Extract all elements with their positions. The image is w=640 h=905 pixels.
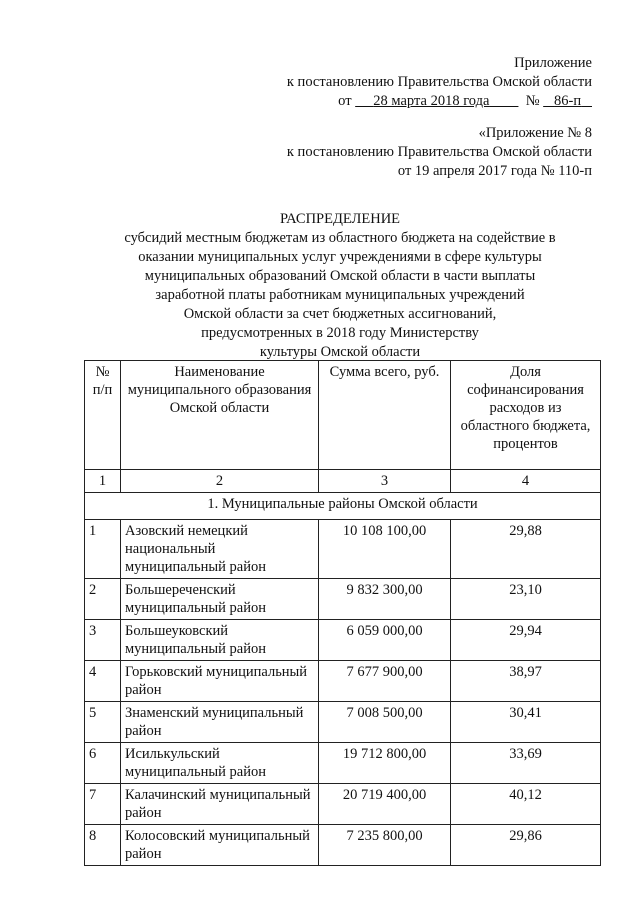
appendix-header bbox=[287, 54, 592, 111]
table-header-row bbox=[85, 361, 601, 470]
table-row: 8 Колосовский муниципальный район 7 235 800,00 29,86 bbox=[85, 825, 601, 866]
column-index-row: 1 2 3 4 bbox=[85, 470, 601, 493]
title-line: муниципальных образований Омской области в части выплаты bbox=[144, 268, 536, 284]
section-row bbox=[85, 493, 601, 520]
prior-appendix-ref bbox=[287, 124, 592, 181]
table-row: 6 Исилькульский муниципальный район 19 712 800,00 33,69 bbox=[85, 743, 601, 784]
col-header-sum: Сумма всего, руб. bbox=[319, 361, 451, 470]
col-header-share: Доля софинансирования расходов из областного бюджета, процентов bbox=[451, 361, 601, 470]
col-header-number: № п/п bbox=[85, 361, 121, 470]
title-line: Омской области за счет бюджетных ассигнований, bbox=[183, 306, 497, 322]
prior-resolution-date: от 19 апреля 2017 года № 110-п bbox=[397, 163, 592, 179]
table-row: 5 Знаменский муниципальный район 7 008 500,00 30,41 bbox=[85, 702, 601, 743]
document-title bbox=[95, 210, 585, 362]
table-row: 3 Большеуковский муниципальный район 6 059 000,00 29,94 bbox=[85, 620, 601, 661]
appendix-label: Приложение bbox=[514, 55, 592, 71]
table-row: 2 Большереченский муниципальный район 9 832 300,00 23,10 bbox=[85, 579, 601, 620]
title-line: культуры Омской области bbox=[259, 344, 421, 360]
table-row: 1 Азовский немецкий национальный муниципальный район 10 108 100,00 29,88 bbox=[85, 520, 601, 579]
title-line: заработной платы работникам муниципальных учреждений bbox=[155, 287, 525, 303]
table-row: 7 Калачинский муниципальный район 20 719 400,00 40,12 bbox=[85, 784, 601, 825]
title-line: оказании муниципальных услуг учреждениями в сфере культуры bbox=[138, 249, 542, 265]
prior-resolution-ref: к постановлению Правительства Омской области bbox=[286, 144, 592, 160]
resolution-date-line: от 28 марта 2018 года № 86-п bbox=[338, 93, 582, 109]
title-line: предусмотренных в 2018 году Министерству bbox=[201, 325, 479, 341]
section-title: 1. Муниципальные районы Омской области bbox=[85, 493, 601, 520]
resolution-ref: к постановлению Правительства Омской области bbox=[286, 74, 592, 90]
resolution-date: 28 марта 2018 года bbox=[373, 93, 490, 109]
resolution-number: 86-п bbox=[554, 93, 582, 109]
distribution-table bbox=[84, 360, 601, 866]
title-heading: РАСПРЕДЕЛЕНИЕ bbox=[279, 211, 401, 227]
prior-appendix-label: «Приложение № 8 bbox=[478, 125, 592, 141]
title-line: субсидий местным бюджетам из областного бюджета на содействие в bbox=[124, 230, 556, 246]
col-header-name: Наименование муниципального образования Омской области bbox=[121, 361, 319, 470]
table-row: 4 Горьковский муниципальный район 7 677 900,00 38,97 bbox=[85, 661, 601, 702]
